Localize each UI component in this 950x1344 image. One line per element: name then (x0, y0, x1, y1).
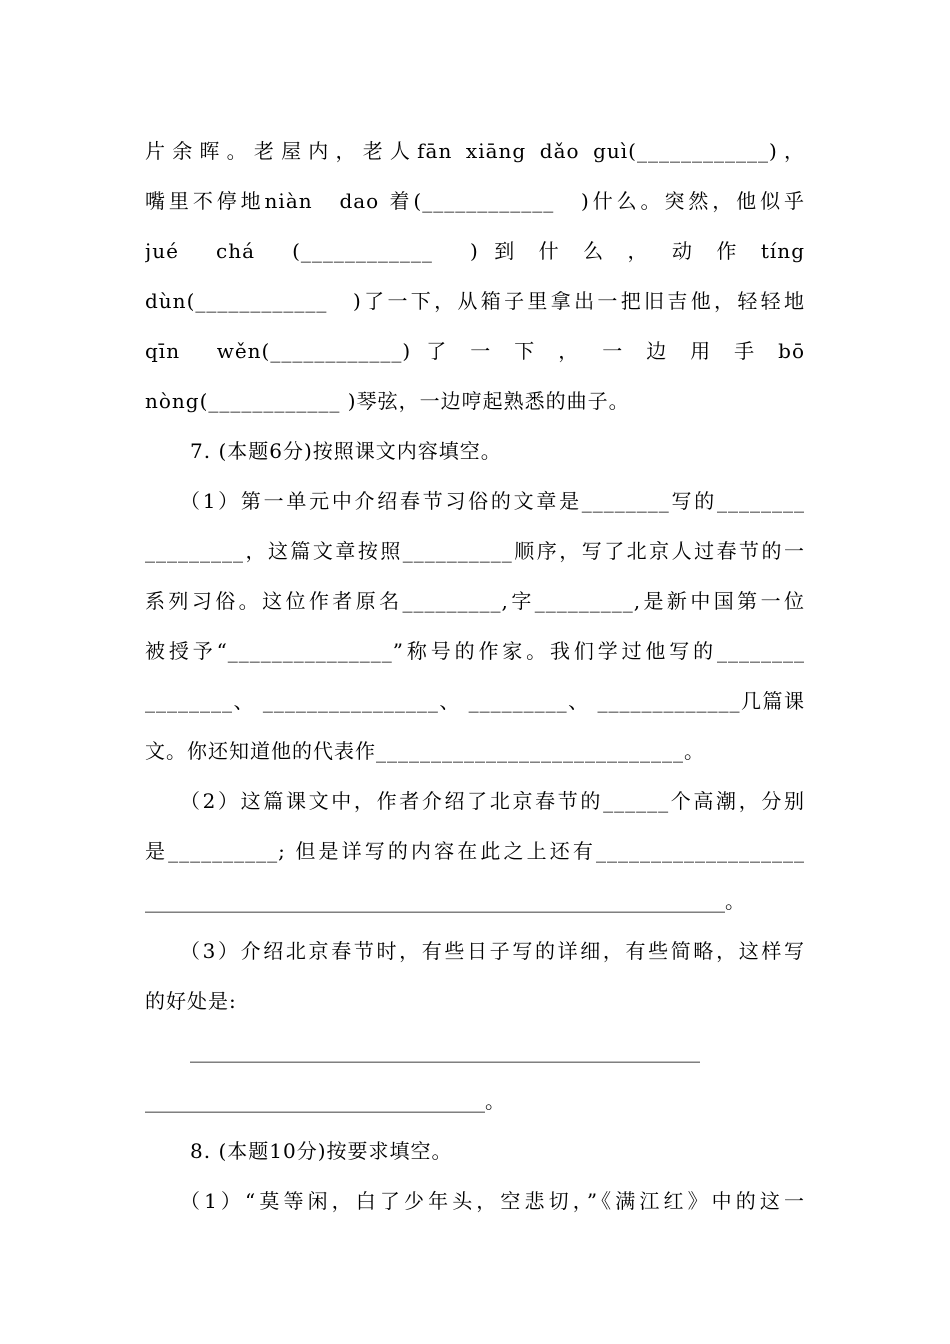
answer-blank-line: ___________________________________________________ (190, 1039, 700, 1063)
text-line: （2）这篇课文中，作者介绍了北京春节的______个高潮，分别 (180, 789, 805, 813)
text-line: _________，这篇文章按照__________顺序，写了北京人过春节的一 (145, 539, 805, 563)
text-line: 嘴里不停地niàn dao 着(____________ )什么。突然，他似乎 (145, 189, 805, 213)
text-line: nòng(____________ )琴弦，一边哼起熟悉的曲子。 (145, 389, 630, 413)
text-line: （1）“莫等闲，白了少年头，空悲切，”《满江红》中的这一 (180, 1189, 805, 1213)
text-line: （3）介绍北京春节时，有些日子写的详细，有些简略，这样写 (180, 939, 805, 963)
answer-blank-line: __________________________________________________________。 (145, 889, 745, 913)
text-line: 系列习俗。这位作者原名_________,字_________,是新中国第一位 (145, 589, 805, 613)
text-line: ________、 ________________、 _________、 _____________几篇课 (145, 689, 805, 713)
text-line: dùn(____________ )了一下，从箱子里拿出一把旧吉他，轻轻地 (145, 289, 805, 313)
text-line: jué chá (____________ ) 到 什 么 ， 动 作 tíng (145, 239, 805, 263)
text-line: 被授予“_______________”称号的作家。我们学过他写的________ (145, 639, 805, 663)
text-line: 片余晖。老屋内，老人fān xiāng dǎo guì(____________)， (145, 139, 805, 163)
text-line: 是__________; 但是详写的内容在此之上还有___________________ (145, 839, 805, 863)
text-line: qīn wěn(____________) 了 一 下 ， 一 边 用 手 bō (145, 339, 805, 363)
question-7-heading: 7. (本题6分)按照课文内容填空。 (190, 439, 502, 463)
text-line: 的好处是: (145, 989, 237, 1013)
question-8-heading: 8. (本题10分)按要求填空。 (190, 1139, 453, 1163)
text-line: 文。你还知道他的代表作____________________________。 (145, 739, 705, 763)
answer-blank-line: __________________________________。 (145, 1089, 505, 1113)
text-line: （1）第一单元中介绍春节习俗的文章是________写的________ (180, 489, 805, 513)
